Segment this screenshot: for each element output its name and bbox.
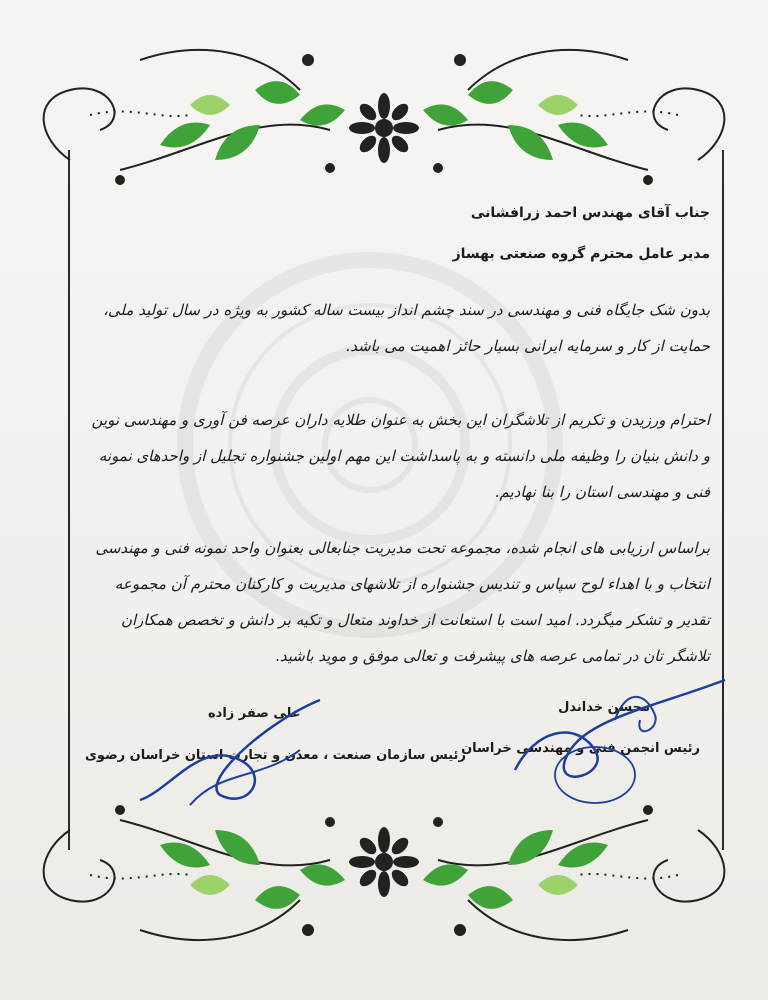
body-paragraph-2: احترام ورزیدن و تکریم از تلاشگران این بخش به عنوان طلایه داران عرصه فن آوری و مهندسی نوین و دانش بنیان را وظیفه ملی دانسته و به پاسداشت این مهم اولین جشنواره تجلیل از واحدهای نمونه فنی و مهندسی استان را بنا نهادیم. bbox=[91, 411, 710, 501]
body-paragraph-3: براساس ارزیابی های انجام شده، مجموعه تحت مدیریت جنابعالی بعنوان واحد نمونه فنی و مهندسی انتخاب و با اهداء لوح سپاس و تندیس جشنواره از تلاشهای مدیریت و کارکنان محترم آن مجموعه تقدیر و تشکر میگردد. امید است با استعانت از خداوند متعال و تکیه بر دانش و تخصص همکاران تلاشگر تان در تمامی عرصه های پیشرفت و تعالی موفق و موید باشید. bbox=[95, 539, 710, 665]
signatory-left-name: علی صفر زاده bbox=[208, 706, 301, 721]
addressee-title: مدیر عامل محترم گروه صنعتی بهساز bbox=[452, 246, 710, 262]
frame-left-border bbox=[68, 150, 70, 850]
signatory-left-title: رئیس سازمان صنعت ، معدن و تجارت استان خراسان رضوی bbox=[85, 748, 466, 763]
top-floral-ornament bbox=[0, 20, 768, 210]
body-paragraph-1: بدون شک جایگاه فنی و مهندسی در سند چشم انداز بیست ساله کشور به ویژه در سال تولید ملی، حمایت از کار و سرمایه ایرانی بسیار حائز اهمیت می باشد. bbox=[103, 301, 710, 355]
signatory-right-name: محسن خداندل bbox=[558, 700, 650, 715]
addressee-name: جناب آقای مهندس احمد زرافشانی bbox=[470, 205, 710, 221]
bottom-floral-ornament bbox=[0, 770, 768, 970]
signatory-right-title: رئیس انجمن فنی و مهندسی خراسان bbox=[461, 741, 700, 756]
center-flower-icon bbox=[115, 54, 653, 185]
bottom-center-flower-icon bbox=[115, 805, 653, 936]
frame-right-border bbox=[722, 150, 724, 850]
